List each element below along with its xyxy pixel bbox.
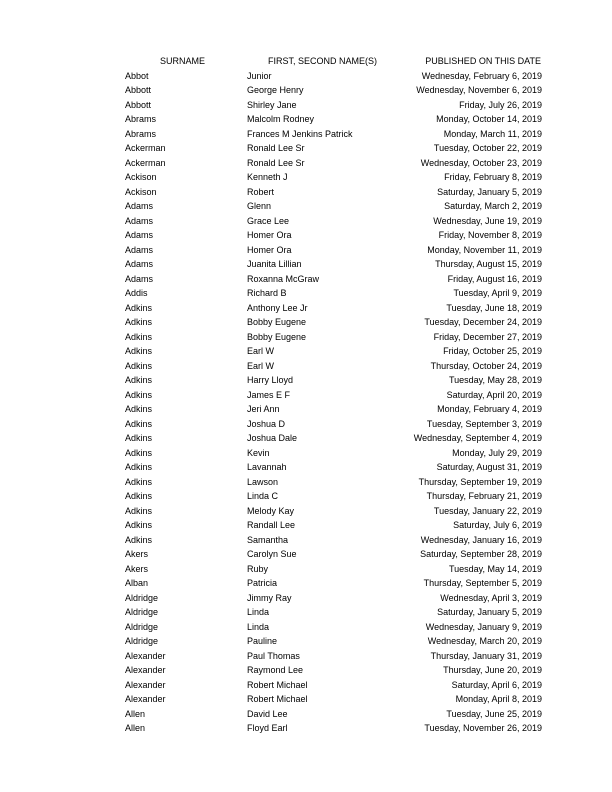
surname-cell: Adkins xyxy=(125,418,153,429)
first-second-name-cell: Raymond Lee xyxy=(247,665,304,675)
published-date-cell: Monday, April 8, 2019 xyxy=(455,694,542,704)
first-second-name-cell: Linda xyxy=(247,621,270,632)
table-row xyxy=(124,547,542,562)
surname-cell: Adkins xyxy=(125,346,153,356)
table-row xyxy=(124,286,542,301)
published-date-cell: Friday, February 8, 2019 xyxy=(444,172,542,182)
published-date-cell: Saturday, March 2, 2019 xyxy=(444,201,542,211)
table-row xyxy=(124,373,542,388)
table-row xyxy=(124,156,542,171)
surname-cell: Adams xyxy=(125,244,154,255)
first-second-name-cell: Bobby Eugene xyxy=(247,317,307,327)
first-second-name-cell: Floyd Earl xyxy=(247,723,288,733)
table-row xyxy=(124,504,542,519)
table-row xyxy=(124,127,542,142)
first-second-name-cell: Anthony Lee Jr xyxy=(247,302,308,313)
table-row xyxy=(124,489,542,504)
surname-cell: Adkins xyxy=(125,302,153,313)
surname-cell: Ackison xyxy=(125,172,157,182)
column-header-published-date: PUBLISHED ON THIS DATE xyxy=(425,56,541,66)
surname-cell: Ackison xyxy=(125,186,157,197)
published-date-cell: Wednesday, October 23, 2019 xyxy=(420,157,542,168)
first-second-name-cell: Homer Ora xyxy=(247,230,292,240)
surname-cell: Ackerman xyxy=(125,157,166,168)
table-row xyxy=(124,228,542,243)
published-date-cell: Thursday, October 24, 2019 xyxy=(430,360,542,371)
surname-cell: Adams xyxy=(125,259,154,269)
published-date-cell: Tuesday, June 25, 2019 xyxy=(446,708,542,719)
surname-cell: Adkins xyxy=(125,447,153,458)
published-date-cell: Wednesday, March 20, 2019 xyxy=(427,636,542,646)
surname-cell: Alban xyxy=(125,578,149,588)
published-date-cell: Thursday, September 19, 2019 xyxy=(418,476,542,487)
surname-cell: Adkins xyxy=(125,331,153,342)
first-second-name-cell: Joshua Dale xyxy=(247,433,298,443)
first-second-name-cell: Ronald Lee Sr xyxy=(247,157,305,168)
published-date-cell: Saturday, July 6, 2019 xyxy=(453,520,542,530)
surname-cell: Alexander xyxy=(125,679,166,690)
table-row xyxy=(124,388,542,403)
first-second-name-cell: Pauline xyxy=(247,636,278,646)
table-row xyxy=(124,721,542,736)
table-row xyxy=(124,533,542,548)
first-second-name-cell: Robert Michael xyxy=(247,679,308,690)
column-header-surname: SURNAME xyxy=(160,56,206,66)
published-date-cell: Tuesday, December 24, 2019 xyxy=(424,317,542,327)
table-row xyxy=(124,141,542,156)
first-second-name-cell: Ruby xyxy=(247,563,269,574)
published-date-cell: Wednesday, June 19, 2019 xyxy=(433,215,542,226)
first-second-name-cell: Juanita Lillian xyxy=(247,259,302,269)
first-second-name-cell: Patricia xyxy=(247,578,278,588)
table-row xyxy=(124,344,542,359)
surname-cell: Allen xyxy=(125,723,146,733)
first-second-name-cell: Harry Lloyd xyxy=(247,375,294,385)
table-body xyxy=(124,69,542,736)
first-second-name-cell: Joshua D xyxy=(247,418,286,429)
table-row xyxy=(124,83,542,98)
first-second-name-cell: Earl W xyxy=(247,360,274,371)
published-date-cell: Friday, August 16, 2019 xyxy=(447,273,542,284)
published-date-cell: Saturday, April 20, 2019 xyxy=(446,389,542,400)
published-date-cell: Tuesday, April 9, 2019 xyxy=(453,288,542,298)
surname-cell: Adams xyxy=(125,230,154,240)
first-second-name-cell: Bobby Eugene xyxy=(247,331,307,342)
first-second-name-cell: Paul Thomas xyxy=(247,650,300,661)
published-date-cell: Wednesday, April 3, 2019 xyxy=(440,592,542,603)
published-date-cell: Monday, November 11, 2019 xyxy=(427,244,542,255)
table-row xyxy=(124,243,542,258)
surname-cell: Aldridge xyxy=(125,636,159,646)
first-second-name-cell: Ronald Lee Sr xyxy=(247,143,305,153)
first-second-name-cell: Junior xyxy=(247,70,272,81)
table-row xyxy=(124,199,542,214)
first-second-name-cell: James E F xyxy=(247,389,291,400)
surname-cell: Abbott xyxy=(125,99,152,110)
surname-cell: Abrams xyxy=(125,128,157,139)
first-second-name-cell: Malcolm Rodney xyxy=(247,114,315,124)
published-date-cell: Saturday, August 31, 2019 xyxy=(436,462,542,472)
published-date-cell: Wednesday, January 16, 2019 xyxy=(420,534,542,545)
table-row xyxy=(124,446,542,461)
table-row xyxy=(124,562,542,577)
published-date-cell: Friday, December 27, 2019 xyxy=(433,331,542,342)
table-row xyxy=(124,112,542,127)
published-date-cell: Wednesday, November 6, 2019 xyxy=(416,85,542,95)
surname-cell: Adkins xyxy=(125,360,153,371)
surname-cell: Adkins xyxy=(125,476,153,487)
table-row xyxy=(124,707,542,722)
first-second-name-cell: Linda xyxy=(247,607,270,617)
published-date-cell: Thursday, August 15, 2019 xyxy=(435,259,542,269)
published-date-cell: Thursday, January 31, 2019 xyxy=(430,650,542,661)
published-date-cell: Saturday, January 5, 2019 xyxy=(437,186,542,197)
table-row xyxy=(124,301,542,316)
table-header-row xyxy=(124,54,542,69)
first-second-name-cell: Frances M Jenkins Patrick xyxy=(247,128,353,139)
published-date-cell: Wednesday, January 9, 2019 xyxy=(425,621,542,632)
table-row xyxy=(124,620,542,635)
surname-cell: Addis xyxy=(125,288,148,298)
first-second-name-cell: Jimmy Ray xyxy=(247,592,292,603)
surname-cell: Ackerman xyxy=(125,143,166,153)
table-row xyxy=(124,170,542,185)
table-row xyxy=(124,692,542,707)
surname-cell: Adkins xyxy=(125,491,153,501)
published-date-cell: Friday, November 8, 2019 xyxy=(438,230,542,240)
published-date-cell: Tuesday, May 14, 2019 xyxy=(448,563,542,574)
table-row xyxy=(124,431,542,446)
published-date-cell: Saturday, September 28, 2019 xyxy=(420,549,542,559)
surname-cell: Adkins xyxy=(125,534,153,545)
first-second-name-cell: Roxanna McGraw xyxy=(247,273,320,284)
surname-cell: Adams xyxy=(125,201,154,211)
surname-cell: Adkins xyxy=(125,317,153,327)
table-row xyxy=(124,634,542,649)
table-row xyxy=(124,663,542,678)
table-row xyxy=(124,257,542,272)
first-second-name-cell: Melody Kay xyxy=(247,505,295,516)
first-second-name-cell: Samantha xyxy=(247,534,289,545)
first-second-name-cell: Kevin xyxy=(247,447,270,458)
surname-cell: Abbott xyxy=(125,85,152,95)
first-second-name-cell: Homer Ora xyxy=(247,244,292,255)
table-row xyxy=(124,272,542,287)
table-row xyxy=(124,605,542,620)
first-second-name-cell: Glenn xyxy=(247,201,272,211)
first-second-name-cell: Lavannah xyxy=(247,462,287,472)
published-date-cell: Tuesday, September 3, 2019 xyxy=(426,418,542,429)
published-date-cell: Monday, October 14, 2019 xyxy=(436,114,542,124)
table-row xyxy=(124,69,542,84)
first-second-name-cell: Earl W xyxy=(247,346,274,356)
table-row xyxy=(124,576,542,591)
published-date-cell: Wednesday, September 4, 2019 xyxy=(413,433,542,443)
table-row xyxy=(124,678,542,693)
surname-cell: Adams xyxy=(125,273,154,284)
published-date-cell: Monday, February 4, 2019 xyxy=(437,404,542,414)
first-second-name-cell: Jeri Ann xyxy=(247,404,280,414)
surname-cell: Adkins xyxy=(125,505,153,516)
table-row xyxy=(124,591,542,606)
published-date-cell: Tuesday, January 22, 2019 xyxy=(433,505,542,516)
surname-cell: Alexander xyxy=(125,650,166,661)
table-row xyxy=(124,330,542,345)
table-row xyxy=(124,315,542,330)
published-date-cell: Monday, July 29, 2019 xyxy=(452,447,542,458)
surname-cell: Adkins xyxy=(125,433,153,443)
surname-cell: Abbot xyxy=(125,70,149,81)
published-date-cell: Tuesday, October 22, 2019 xyxy=(433,143,542,153)
column-header-first-second-name: FIRST, SECOND NAME(S) xyxy=(268,56,378,66)
first-second-name-cell: Kenneth J xyxy=(247,172,288,182)
surname-cell: Akers xyxy=(125,549,149,559)
surname-cell: Aldridge xyxy=(125,621,159,632)
first-second-name-cell: David Lee xyxy=(247,708,288,719)
first-second-name-cell: Shirley Jane xyxy=(247,99,297,110)
table-row xyxy=(124,185,542,200)
surname-cell: Adkins xyxy=(125,375,153,385)
published-date-cell: Friday, October 25, 2019 xyxy=(443,346,542,356)
published-date-cell: Tuesday, November 26, 2019 xyxy=(424,723,542,733)
surname-cell: Adams xyxy=(125,215,154,226)
published-date-cell: Tuesday, June 18, 2019 xyxy=(446,302,542,313)
surname-cell: Abrams xyxy=(125,114,157,124)
surname-cell: Aldridge xyxy=(125,607,159,617)
published-date-cell: Thursday, June 20, 2019 xyxy=(443,665,542,675)
surname-cell: Adkins xyxy=(125,520,153,530)
table-row xyxy=(124,475,542,490)
first-second-name-cell: Robert Michael xyxy=(247,694,308,704)
surname-cell: Alexander xyxy=(125,694,166,704)
first-second-name-cell: George Henry xyxy=(247,85,304,95)
published-date-cell: Tuesday, May 28, 2019 xyxy=(448,375,542,385)
published-date-cell: Saturday, April 6, 2019 xyxy=(451,679,542,690)
table-row xyxy=(124,402,542,417)
first-second-name-cell: Lawson xyxy=(247,476,279,487)
table-row xyxy=(124,460,542,475)
table-row xyxy=(124,518,542,533)
published-date-cell: Saturday, January 5, 2019 xyxy=(437,607,542,617)
obituary-index-table xyxy=(124,54,542,736)
published-date-cell: Thursday, February 21, 2019 xyxy=(426,491,542,501)
published-date-cell: Thursday, September 5, 2019 xyxy=(423,578,542,588)
table-row xyxy=(124,649,542,664)
first-second-name-cell: Linda C xyxy=(247,491,279,501)
surname-cell: Akers xyxy=(125,563,149,574)
table-row xyxy=(124,359,542,374)
first-second-name-cell: Grace Lee xyxy=(247,215,290,226)
surname-cell: Adkins xyxy=(125,389,153,400)
published-date-cell: Friday, July 26, 2019 xyxy=(459,99,542,110)
first-second-name-cell: Robert xyxy=(247,186,275,197)
first-second-name-cell: Carolyn Sue xyxy=(247,549,297,559)
surname-cell: Aldridge xyxy=(125,592,159,603)
surname-cell: Adkins xyxy=(125,404,153,414)
surname-cell: Alexander xyxy=(125,665,166,675)
surname-cell: Adkins xyxy=(125,462,153,472)
first-second-name-cell: Richard B xyxy=(247,288,287,298)
published-date-cell: Wednesday, February 6, 2019 xyxy=(421,70,542,81)
published-date-cell: Monday, March 11, 2019 xyxy=(443,128,542,139)
table-row xyxy=(124,98,542,113)
first-second-name-cell: Randall Lee xyxy=(247,520,296,530)
surname-cell: Allen xyxy=(125,708,146,719)
table-row xyxy=(124,417,542,432)
table-row xyxy=(124,214,542,229)
